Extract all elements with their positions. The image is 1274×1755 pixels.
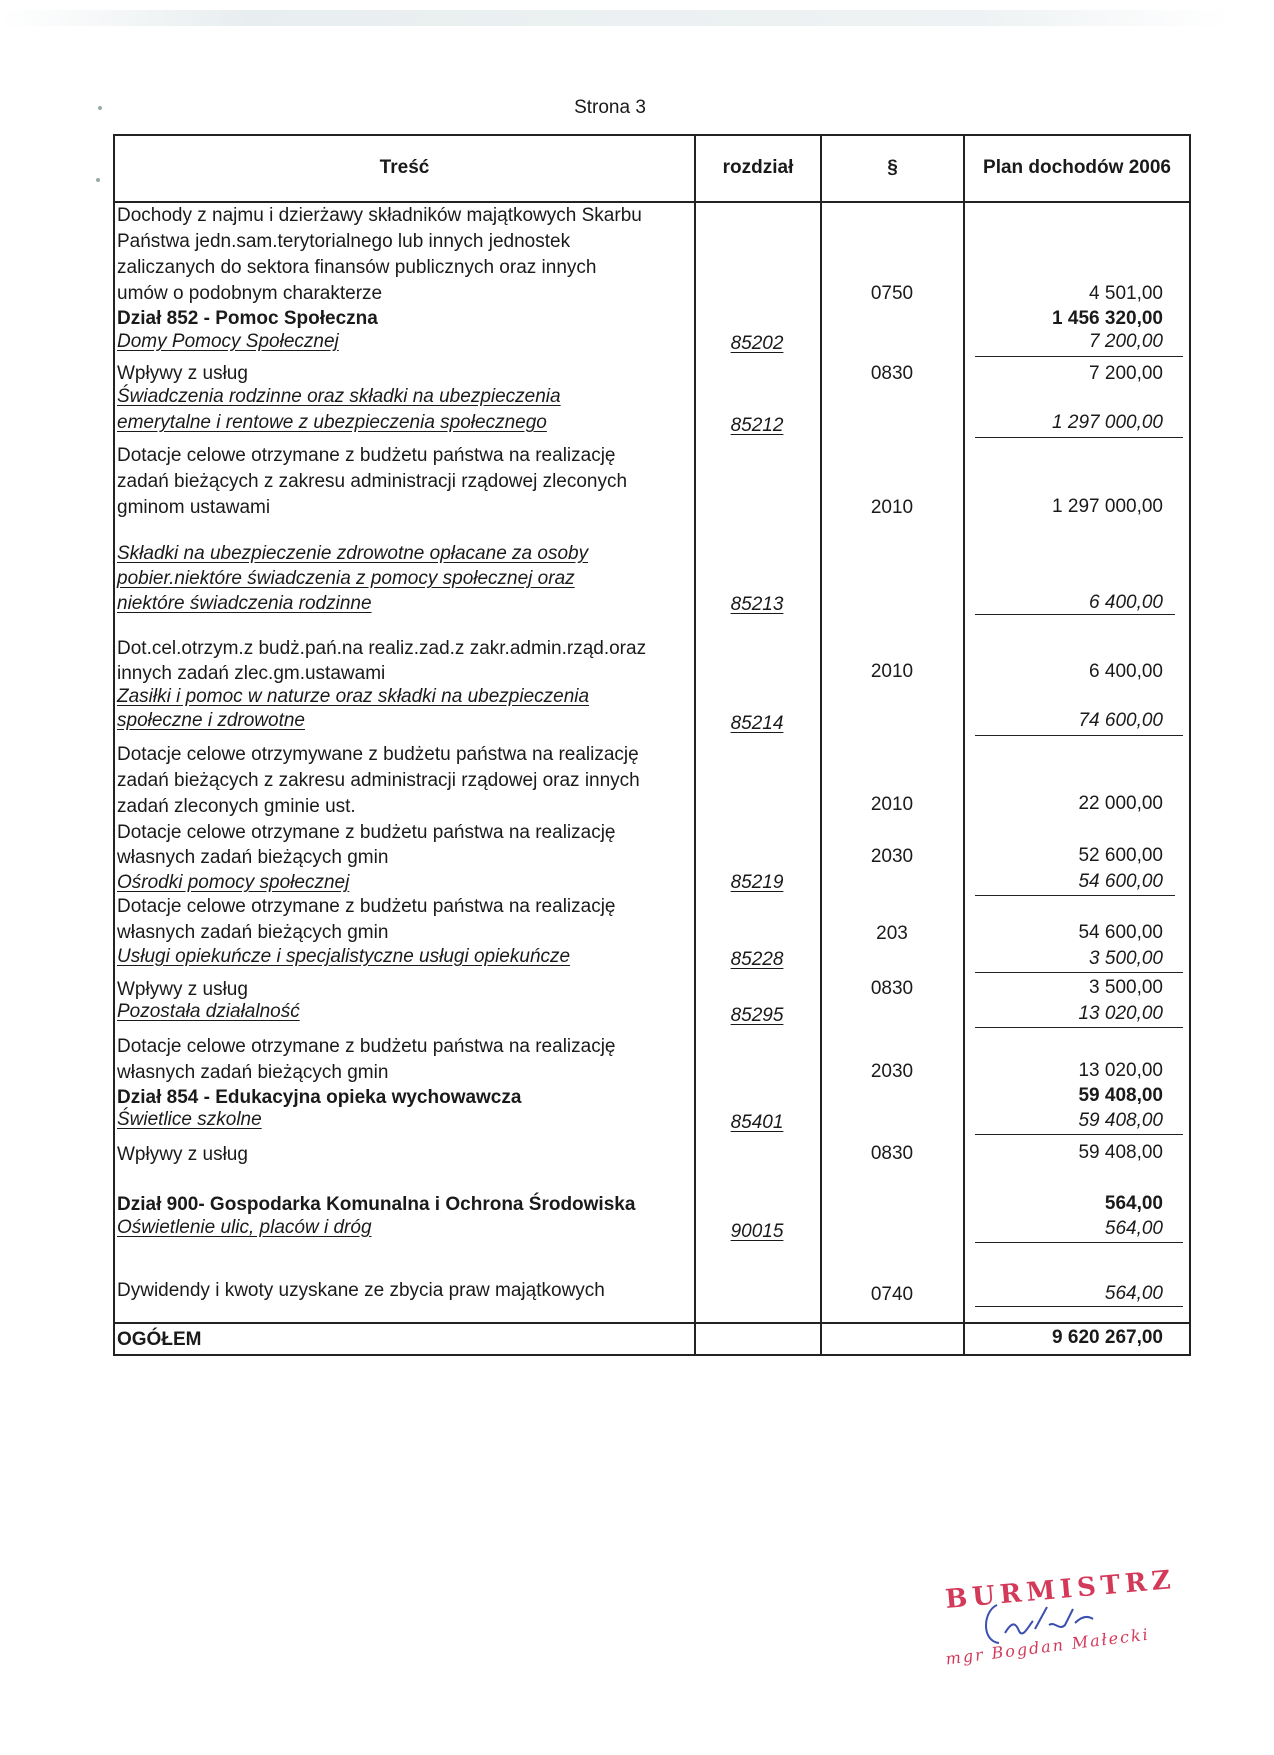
row-plan: 13 020,00 bbox=[1078, 1003, 1163, 1024]
subsection-title: Świetlice szkolne bbox=[117, 1109, 262, 1130]
row-paragraf: 2030 bbox=[870, 846, 914, 867]
amount-underline bbox=[975, 437, 1183, 438]
row-rozdzial: 90015 bbox=[730, 1221, 784, 1242]
row-plan: 6 400,00 bbox=[1089, 592, 1163, 613]
row-rozdzial: 85295 bbox=[730, 1005, 784, 1026]
row-plan: 7 200,00 bbox=[1089, 363, 1163, 384]
row-rozdzial: 85213 bbox=[730, 594, 784, 615]
row-paragraf: 0830 bbox=[870, 978, 914, 999]
row-text: własnych zadań bieżących gmin bbox=[117, 847, 389, 868]
row-plan: 564,00 bbox=[1104, 1283, 1163, 1304]
subsection-title: Domy Pomocy Społecznej bbox=[117, 331, 339, 352]
handwritten-signature bbox=[975, 1585, 1125, 1655]
amount-underline bbox=[975, 1306, 1183, 1307]
subsection-title: pobier.niektóre świadczenia z pomocy społecznej oraz bbox=[117, 568, 575, 589]
row-text: Wpływy z usług bbox=[117, 363, 248, 384]
amount-underline bbox=[975, 895, 1175, 896]
row-text: zadań zleconych gminie ust. bbox=[117, 796, 356, 817]
row-text: gminom ustawami bbox=[117, 497, 271, 518]
total-divider bbox=[113, 1322, 1191, 1324]
row-paragraf: 0740 bbox=[870, 1284, 914, 1305]
subsection-title: niektóre świadczenia rodzinne bbox=[117, 593, 372, 614]
subsection-title: społeczne i zdrowotne bbox=[117, 710, 305, 731]
subsection-title: Oświetlenie ulic, placów i dróg bbox=[117, 1217, 372, 1238]
row-text: Dywidendy i kwoty uzyskane ze zbycia praw majątkowych bbox=[117, 1280, 605, 1301]
row-paragraf: 2010 bbox=[870, 497, 914, 518]
row-rozdzial: 85228 bbox=[730, 949, 784, 970]
amount-underline bbox=[975, 1027, 1183, 1028]
subsection-title: Świadczenia rodzinne oraz składki na ubezpieczenia bbox=[117, 386, 561, 407]
row-text: Dotacje celowe otrzymane z budżetu państwa na realizację bbox=[117, 822, 616, 843]
amount-underline bbox=[975, 614, 1175, 615]
row-rozdzial: 85401 bbox=[730, 1112, 784, 1133]
amount-underline bbox=[975, 1134, 1183, 1135]
column-divider bbox=[694, 134, 696, 1356]
row-text: Dotacje celowe otrzymane z budżetu państwa na realizację bbox=[117, 896, 616, 917]
row-paragraf: 2010 bbox=[870, 661, 914, 682]
row-paragraf: 0750 bbox=[870, 283, 914, 304]
row-plan: 59 408,00 bbox=[1078, 1085, 1163, 1106]
page-label: Strona 3 bbox=[574, 97, 646, 118]
header-rozdzial: rozdział bbox=[722, 157, 794, 178]
subsection-title: Usługi opiekuńcze i specjalistyczne usługi opiekuńcze bbox=[117, 946, 571, 967]
amount-underline bbox=[975, 735, 1183, 736]
row-text: własnych zadań bieżących gmin bbox=[117, 1062, 389, 1083]
header-paragraf: § bbox=[887, 157, 898, 178]
row-plan: 6 400,00 bbox=[1089, 661, 1163, 682]
row-text: Dot.cel.otrzym.z budż.pań.na realiz.zad.z zakr.admin.rząd.oraz bbox=[117, 638, 647, 659]
column-divider bbox=[820, 134, 822, 1356]
subsection-title: Zasiłki i pomoc w naturze oraz składki na ubezpieczenia bbox=[117, 686, 590, 707]
header-plan: Plan dochodów 2006 bbox=[983, 157, 1171, 178]
row-paragraf: 2030 bbox=[870, 1061, 914, 1082]
row-text: Dotacje celowe otrzymane z budżetu państwa na realizację bbox=[117, 445, 616, 466]
amount-underline bbox=[975, 972, 1183, 973]
row-plan: 4 501,00 bbox=[1089, 283, 1163, 304]
row-rozdzial: 85214 bbox=[730, 713, 784, 734]
subsection-title: emerytalne i rentowe z ubezpieczenia społecznego bbox=[117, 412, 547, 433]
header-tresc: Treść bbox=[379, 157, 430, 178]
subsection-title: Składki na ubezpieczenie zdrowotne opłacane za osoby bbox=[117, 543, 589, 564]
row-text: zaliczanych do sektora finansów publicznych oraz innych bbox=[117, 257, 597, 278]
row-text: Dotacje celowe otrzymane z budżetu państwa na realizację bbox=[117, 1036, 616, 1057]
row-plan: 54 600,00 bbox=[1078, 922, 1163, 943]
total-plan: 9 620 267,00 bbox=[1052, 1327, 1163, 1348]
section-heading: Dział 900- Gospodarka Komunalna i Ochrona Środowiska bbox=[117, 1194, 636, 1215]
row-plan: 54 600,00 bbox=[1078, 871, 1163, 892]
row-text: zadań bieżących z zakresu administracji rządowej zleconych bbox=[117, 471, 628, 492]
row-plan: 59 408,00 bbox=[1078, 1110, 1163, 1131]
official-stamp bbox=[944, 1564, 1177, 1675]
section-heading: Dział 852 - Pomoc Społeczna bbox=[117, 308, 378, 329]
row-plan: 3 500,00 bbox=[1089, 948, 1163, 969]
row-plan: 59 408,00 bbox=[1078, 1142, 1163, 1163]
subsection-title: Ośrodki pomocy społecznej bbox=[117, 872, 350, 893]
row-text: Państwa jedn.sam.terytorialnego lub innych jednostek bbox=[117, 231, 571, 252]
row-plan: 564,00 bbox=[1104, 1218, 1163, 1239]
amount-underline bbox=[975, 1242, 1183, 1243]
row-text: innych zadań zlec.gm.ustawami bbox=[117, 663, 386, 684]
section-heading: Dział 854 - Edukacyjna opieka wychowawcza bbox=[117, 1087, 522, 1108]
stamp-title: BURMISTRZ bbox=[944, 1564, 1177, 1616]
row-text: umów o podobnym charakterze bbox=[117, 283, 383, 304]
column-divider bbox=[963, 134, 965, 1356]
row-plan: 13 020,00 bbox=[1078, 1060, 1163, 1081]
row-plan: 22 000,00 bbox=[1078, 793, 1163, 814]
row-rozdzial: 85202 bbox=[730, 333, 784, 354]
row-text: Dochody z najmu i dzierżawy składników majątkowych Skarbu bbox=[117, 205, 642, 226]
row-plan: 1 297 000,00 bbox=[1052, 412, 1163, 433]
row-paragraf: 2010 bbox=[870, 794, 914, 815]
row-plan: 52 600,00 bbox=[1078, 845, 1163, 866]
row-text: własnych zadań bieżących gmin bbox=[117, 922, 389, 943]
total-label: OGÓŁEM bbox=[117, 1329, 202, 1350]
row-paragraf: 0830 bbox=[870, 363, 914, 384]
stamp-name: mgr Bogdan Małecki bbox=[944, 1624, 1151, 1669]
row-plan: 1 297 000,00 bbox=[1052, 496, 1163, 517]
row-plan: 7 200,00 bbox=[1089, 331, 1163, 352]
row-text: Wpływy z usług bbox=[117, 979, 248, 1000]
row-text: Dotacje celowe otrzymywane z budżetu państwa na realizację bbox=[117, 744, 639, 765]
row-rozdzial: 85212 bbox=[730, 415, 784, 436]
row-plan: 564,00 bbox=[1104, 1193, 1163, 1214]
row-plan: 3 500,00 bbox=[1089, 977, 1163, 998]
scan-artifact bbox=[0, 10, 1230, 26]
scan-speck bbox=[96, 178, 100, 182]
amount-underline bbox=[975, 356, 1183, 357]
row-rozdzial: 85219 bbox=[730, 872, 784, 893]
row-text: Wpływy z usług bbox=[117, 1144, 248, 1165]
row-plan: 74 600,00 bbox=[1078, 710, 1163, 731]
row-plan: 1 456 320,00 bbox=[1052, 308, 1163, 329]
subsection-title: Pozostała działalność bbox=[117, 1001, 300, 1022]
row-text: zadań bieżących z zakresu administracji rządowej oraz innych bbox=[117, 770, 640, 791]
row-paragraf: 203 bbox=[876, 923, 908, 944]
row-paragraf: 0830 bbox=[870, 1143, 914, 1164]
